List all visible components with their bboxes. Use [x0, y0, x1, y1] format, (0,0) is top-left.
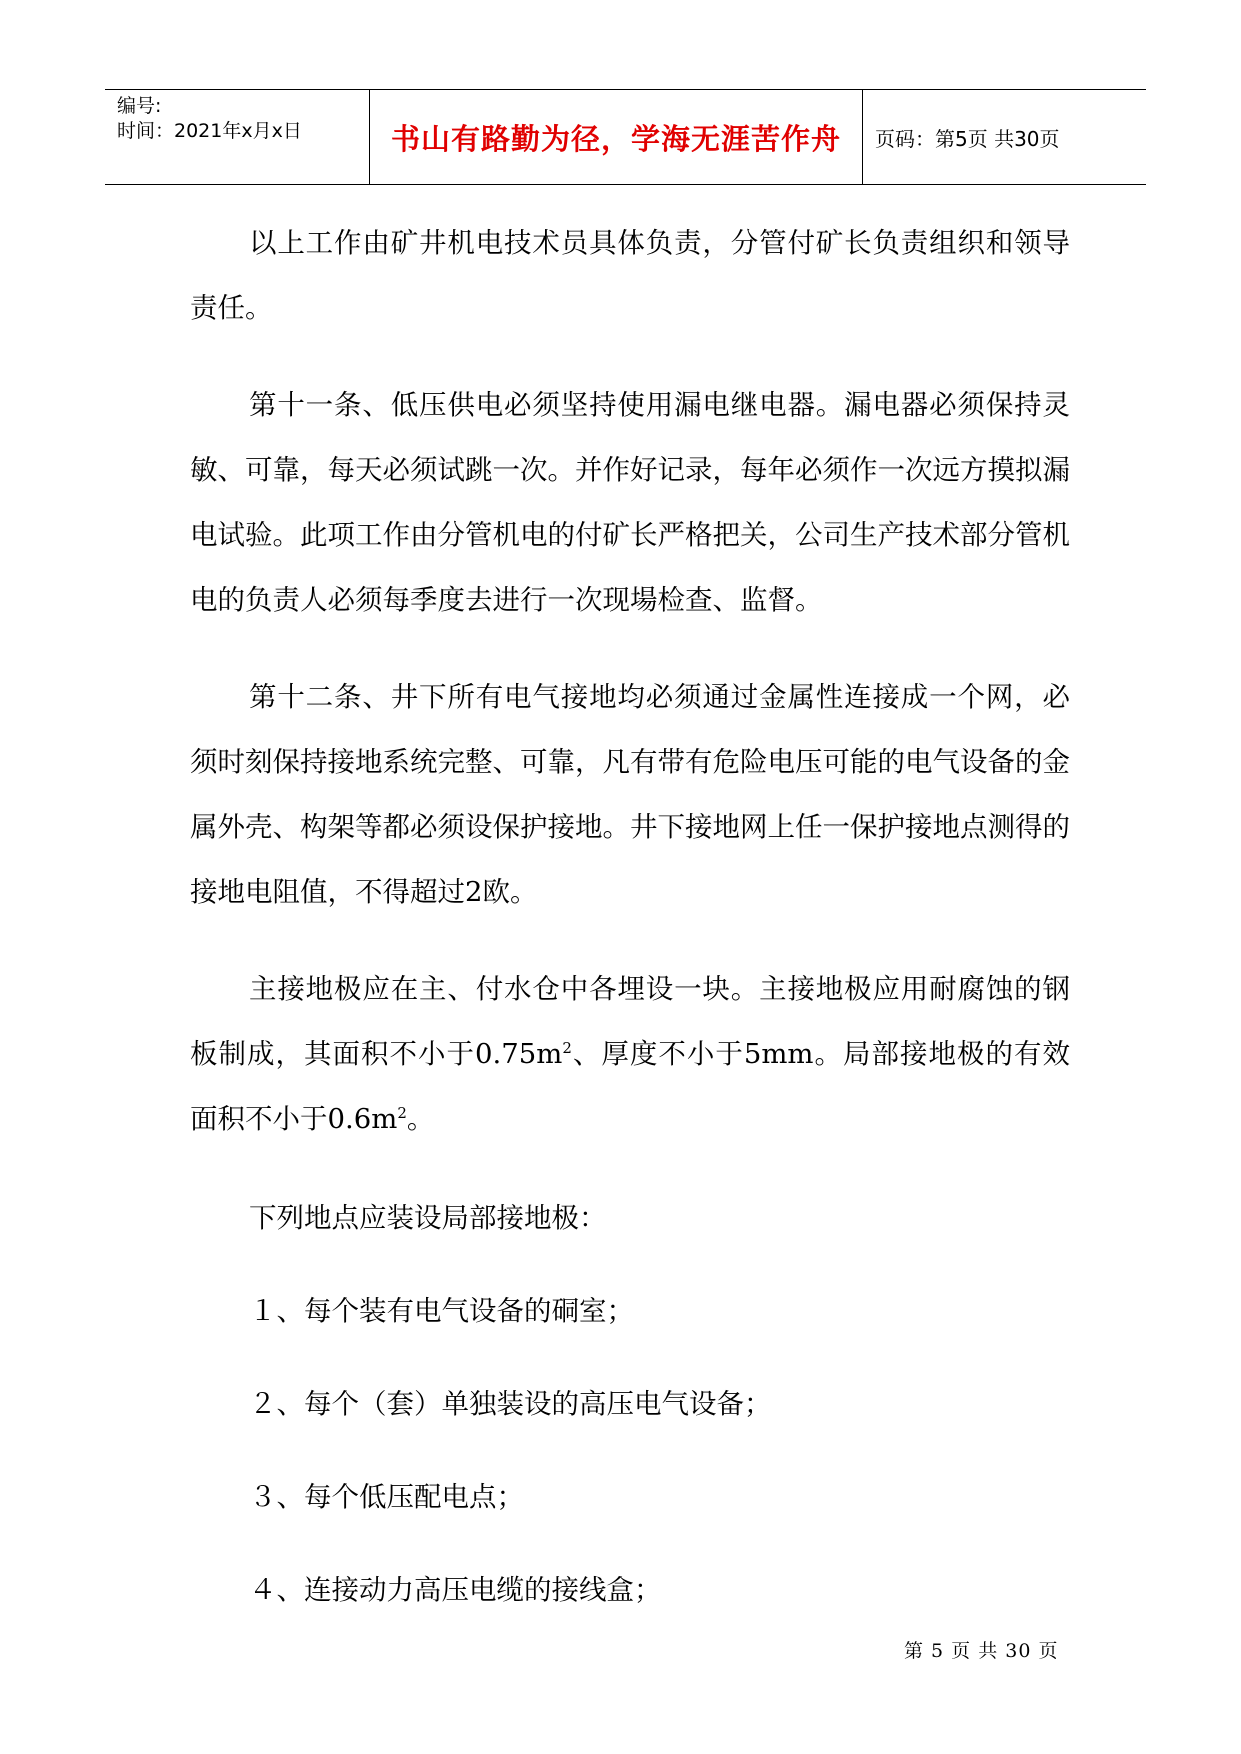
list-item: ２、每个（套）单独装设的高压电气设备；: [249, 1388, 772, 1420]
grounding-text-b: 、厚度不小于5mm。局部接地极的有效面积不小于0.6m: [190, 1038, 1070, 1135]
grounding-text-a: 主接地极应在主、付水仓中各埋设一块。主接地极应用耐腐蚀的钢板制成，其面积不小于0.75m: [190, 973, 1070, 1070]
paragraph-responsibility: 以上工作由矿井机电技术员具体负责，分管付矿长负责组织和领导责任。: [190, 227, 1070, 324]
list-item: ４、连接动力高压电缆的接线盒；: [249, 1574, 662, 1606]
superscript-area-unit: 2: [397, 1103, 407, 1122]
paragraph-local-grounding-intro: 下列地点应装设局部接地极：: [249, 1202, 607, 1234]
time-label: 时间：2021年x月x日: [117, 120, 302, 142]
paragraph-main-grounding: [190, 957, 1070, 1152]
list-item: ３、每个低压配电点；: [249, 1481, 524, 1513]
list-item: １、每个装有电气设备的硐室；: [249, 1295, 634, 1327]
header-info-cell: [105, 90, 370, 184]
paragraph-article-12: 第十二条、井下所有电气接地均必须通过金属性连接成一个网，必须时刻保持接地系统完整、可靠，凡有带有危险电压可能的电气设备的金属外壳、构架等都必须设保护接地。井下接地网上任一保护接地点测得的接地电阻值，不得超过2欧。: [190, 681, 1070, 908]
page-footer: 第 5 页 共 30 页: [904, 1640, 1059, 1662]
superscript-area-unit: 2: [562, 1038, 572, 1057]
header-page-cell: [863, 90, 1146, 184]
paragraph-article-11: 第十一条、低压供电必须坚持使用漏电继电器。漏电器必须保持灵敏、可靠，每天必须试跳一次。并作好记录，每年必须作一次远方摸拟漏电试验。此项工作由分管机电的付矿长严格把关，公司生产技术部分管机电的负责人必须每季度去进行一次现場检查、监督。: [190, 389, 1070, 616]
page-header: [105, 89, 1146, 185]
header-page-number: 页码：第5页 共30页: [875, 126, 1060, 151]
serial-number-label: 编号:: [117, 95, 162, 117]
header-motto-cell: [370, 90, 863, 184]
motto-text: 书山有路勤为径，学海无涯苦作舟: [390, 121, 841, 156]
grounding-text-c: 。: [406, 1103, 435, 1135]
